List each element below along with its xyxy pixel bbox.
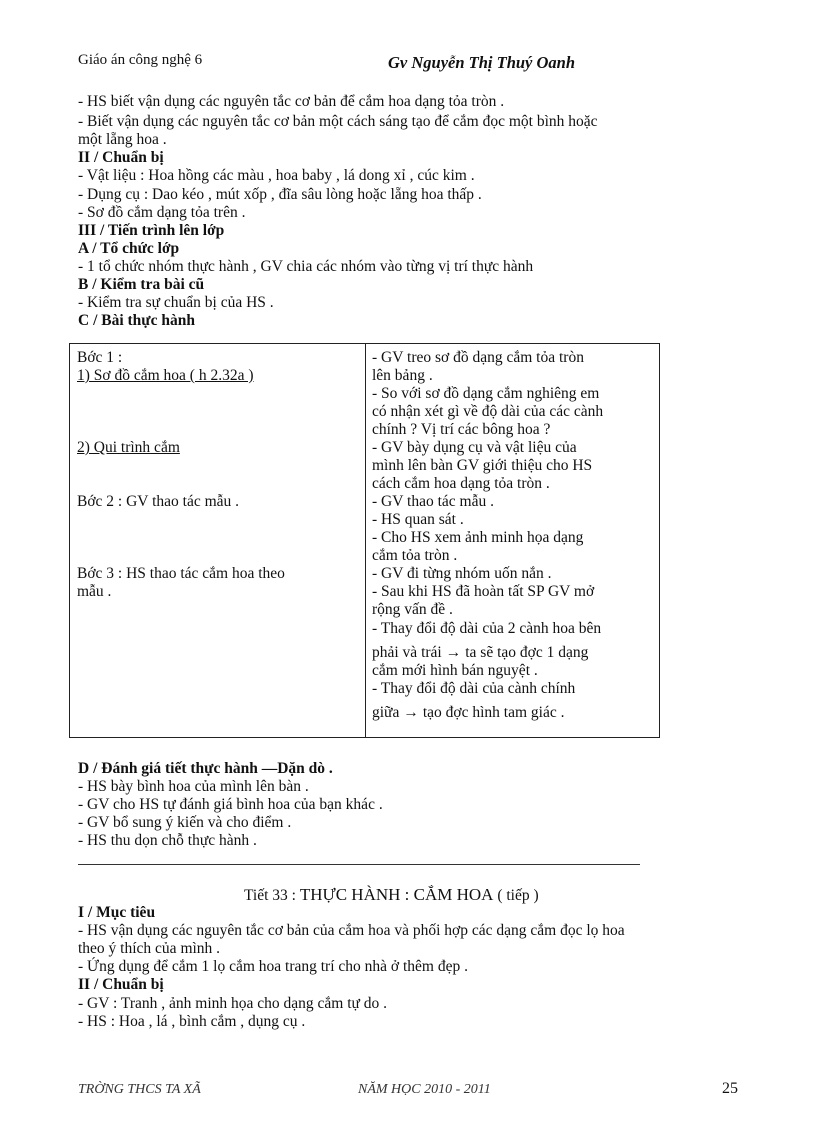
step-3-label-cont: mẫu . xyxy=(77,583,112,600)
lesson-33-prefix: Tiết 33 : xyxy=(244,887,300,904)
activity-line: - So với sơ đồ dạng cắm nghiêng em xyxy=(372,385,600,402)
section-heading-prep-2: II / Chuẩn bị xyxy=(78,976,164,993)
lesson-table xyxy=(69,343,660,738)
text-line: - HS : Hoa , lá , bình cắm , dụng cụ . xyxy=(78,1013,306,1030)
section-heading-prep: II / Chuẩn bị xyxy=(78,149,164,166)
activity-text: tạo đợc hình tam giác . xyxy=(422,704,565,721)
section-heading-review: B / Kiểm tra bài cũ xyxy=(78,276,205,293)
section-heading-process: III / Tiến trình lên lớp xyxy=(78,222,225,239)
section-heading-goals: I / Mục tiêu xyxy=(78,904,156,921)
activity-line: - Thay đổi độ dài của 2 cành hoa bên xyxy=(372,620,602,637)
text-line: theo ý thích của mình . xyxy=(78,940,221,957)
activity-line: - Cho HS xem ảnh minh họa dạng xyxy=(372,529,584,546)
text-line: - HS biết vận dụng các nguyên tắc cơ bản để cắm hoa dạng tỏa tròn . xyxy=(78,93,505,110)
activity-text: ta sẽ tạo đợc 1 dạng xyxy=(465,644,589,661)
lesson-33-title xyxy=(244,885,539,906)
page-number: 25 xyxy=(722,1080,738,1097)
activity-line: có nhận xét gì về độ dài của các cành xyxy=(372,403,604,420)
activity-line-arrow xyxy=(372,644,588,662)
text-line: - Dụng cụ : Dao kéo , mút xốp , đĩa sâu lòng hoặc lẵng hoa thấp . xyxy=(78,186,482,203)
activity-line: lên bảng . xyxy=(372,367,433,384)
activity-line: rộng vấn đề . xyxy=(372,601,453,618)
section-heading-practice: C / Bài thực hành xyxy=(78,312,195,329)
text-line: - HS vận dụng các nguyên tắc cơ bản của cắm hoa và phối hợp các dạng cắm đọc lọ hoa xyxy=(78,922,625,939)
text-line: - 1 tổ chức nhóm thực hành , GV chia các nhóm vào từng vị trí thực hành xyxy=(78,258,534,275)
text-line: - Kiểm tra sự chuẩn bị của HS . xyxy=(78,294,274,311)
activity-line: cắm mới hình bán nguyệt . xyxy=(372,662,538,679)
activity-line: - GV đi từng nhóm uốn nắn . xyxy=(372,565,552,582)
activity-line: mình lên bàn GV giới thiệu cho HS xyxy=(372,457,593,474)
footer-school: TRỜNG THCS TA XÃ xyxy=(78,1082,201,1097)
text-line: - Sơ đồ cắm dạng tỏa trên . xyxy=(78,204,246,221)
lesson-33-suffix: ( tiếp ) xyxy=(493,887,539,904)
horizontal-divider xyxy=(78,864,640,865)
activity-line: chính ? Vị trí các bông hoa ? xyxy=(372,421,551,438)
activity-line: cách cắm hoa dạng tỏa tròn . xyxy=(372,475,550,492)
activity-text: giữa xyxy=(372,704,400,721)
text-line: - HS thu dọn chỗ thực hành . xyxy=(78,832,257,849)
text-line: - Biết vận dụng các nguyên tắc cơ bản một cách sáng tạo để cắm đọc một bình hoặc xyxy=(78,113,598,130)
table-cell-activities xyxy=(366,344,660,738)
activity-line: cắm tỏa tròn . xyxy=(372,547,458,564)
step-3-label: Bớc 3 : HS thao tác cắm hoa theo xyxy=(77,565,285,582)
footer-school-year: NĂM HỌC 2010 - 2011 xyxy=(358,1082,491,1097)
text-line: - GV bổ sung ý kiến và cho điểm . xyxy=(78,814,292,831)
header-author: Gv Nguyễn Thị Thuý Oanh xyxy=(388,53,576,72)
activity-line: - Thay đổi độ dài của cành chính xyxy=(372,680,576,697)
process-label: 2) Qui trình cắm xyxy=(77,439,180,456)
text-line: - Ứng dụng để cắm 1 lọ cắm hoa trang trí cho nhà ở thêm đẹp . xyxy=(78,958,468,975)
step-1-label: Bớc 1 : xyxy=(77,349,123,366)
text-line: - Vật liệu : Hoa hồng các màu , hoa baby , lá dong xỉ , cúc kim . xyxy=(78,167,475,184)
table-cell-steps xyxy=(70,344,366,738)
activity-line-arrow xyxy=(372,704,564,722)
right-arrow-icon: → xyxy=(403,704,419,721)
right-arrow-icon: → xyxy=(445,644,462,661)
section-heading-organize: A / Tổ chức lớp xyxy=(78,240,180,257)
step-2-label: Bớc 2 : GV thao tác mẫu . xyxy=(77,493,240,510)
activity-line: - HS quan sát . xyxy=(372,511,464,528)
section-heading-evaluation: D / Đánh giá tiết thực hành —Dặn dò . xyxy=(78,760,333,777)
activity-line: - Sau khi HS đã hoàn tất SP GV mở xyxy=(372,583,595,600)
activity-text: phải và trái xyxy=(372,644,442,661)
activity-line: - GV bày dụng cụ và vật liệu của xyxy=(372,439,577,456)
text-line: - GV : Tranh , ảnh minh họa cho dạng cắm tự do . xyxy=(78,995,388,1012)
diagram-label: 1) Sơ đồ cắm hoa ( h 2.32a ) xyxy=(77,367,254,384)
activity-line: - GV treo sơ đồ dạng cắm tỏa tròn xyxy=(372,349,584,366)
text-line: - HS bày bình hoa của mình lên bàn . xyxy=(78,778,309,795)
text-line: một lẵng hoa . xyxy=(78,131,167,148)
activity-line: - GV thao tác mẫu . xyxy=(372,493,494,510)
lesson-33-main-title: THỰC HÀNH : CẮM HOA xyxy=(299,885,494,904)
text-line: - GV cho HS tự đánh giá bình hoa của bạn khác . xyxy=(78,796,383,813)
header-document-title: Giáo án công nghệ 6 xyxy=(78,52,203,68)
